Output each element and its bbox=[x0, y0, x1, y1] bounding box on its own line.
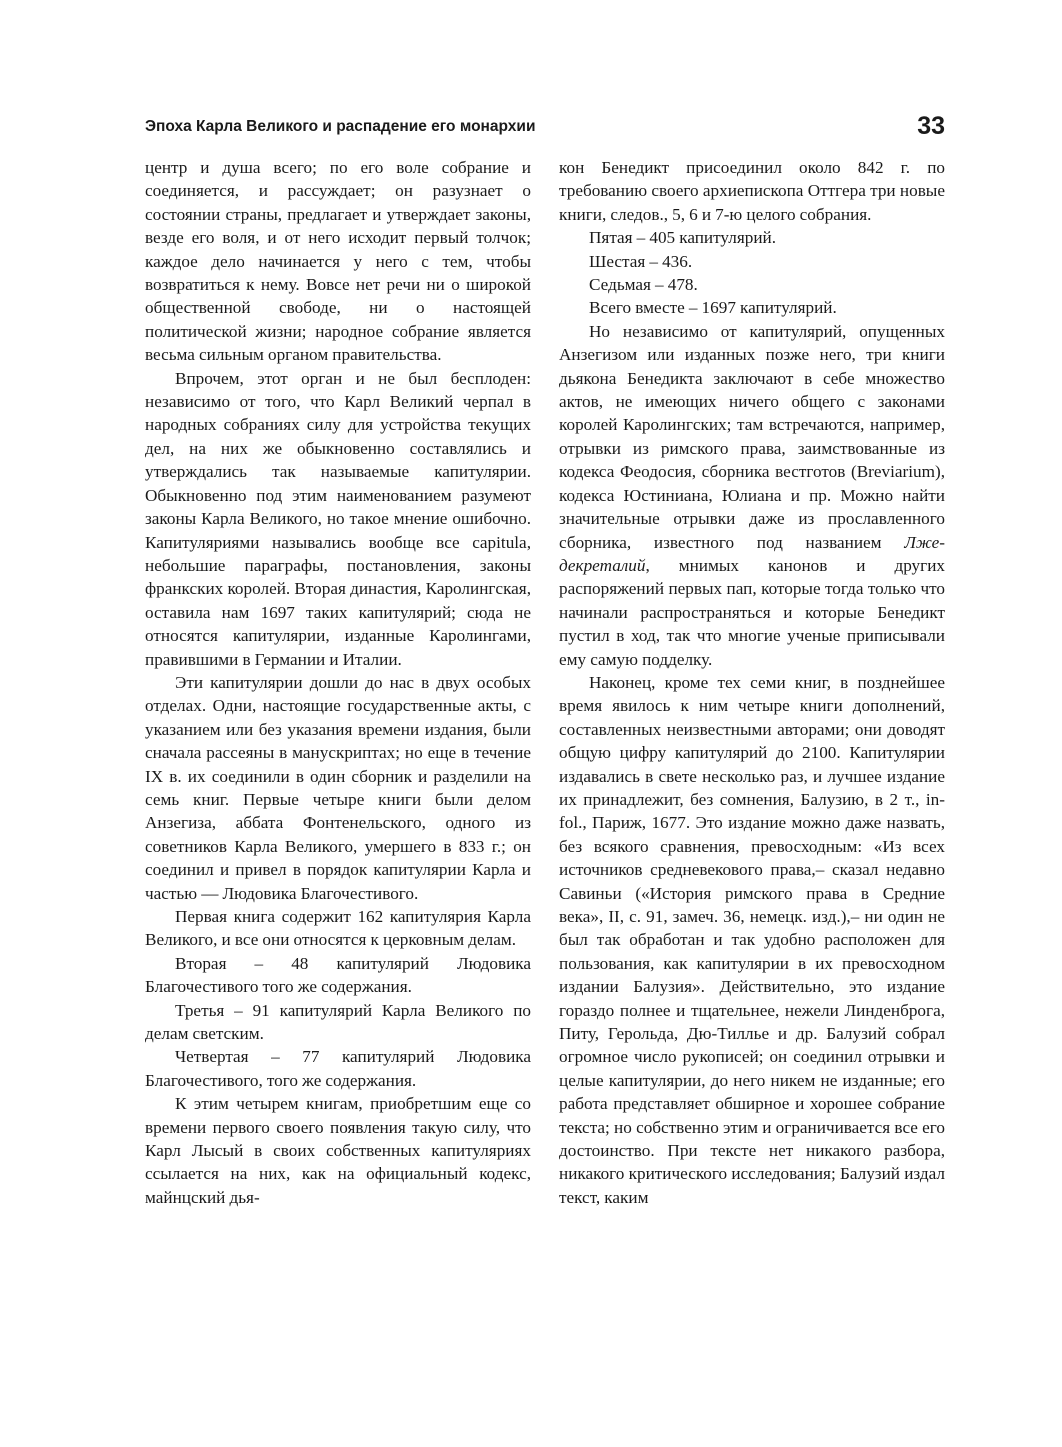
paragraph: центр и душа всего; по его воле собрание и соединяется, и рассуждает; он разузнает о состоянии страны, предлагает и утверждает законы, везде его воля, и от него исходит первый толчок; каждое дело начинается у него с тем, чтобы возвратиться к нему. Вовсе нет речи ни о широкой общественной свободе, ни о настоящей политической жизни; народное собрание является весьма сильным органом правительства. bbox=[145, 158, 531, 365]
running-title: Эпоха Карла Великого и распадение его монархии bbox=[145, 118, 536, 135]
page-number: 33 bbox=[917, 112, 945, 140]
text-run: , мнимых канонов и других распоряжений первых пап, которые тогда только что начинали распространяться и которые Бенедикт пустил в ход, так что многие ученые приписывали ему самую подделку. bbox=[559, 555, 945, 669]
page-header bbox=[145, 112, 945, 152]
paragraph: Первая книга содержит 162 капитулярия Карла Великого, и все они относятся к церковным делам. bbox=[145, 907, 531, 950]
paragraph: кон Бенедикт присоединил около 842 г. по требованию своего архиепископа Оттгера три новые книги, следов., 5, 6 и 7-ю целого собрания. bbox=[559, 158, 945, 224]
paragraph: Третья – 91 капитулярий Карла Великого по делам светским. bbox=[145, 1000, 531, 1044]
text-run: Но независимо от капитулярий, опущенных Анзегизом или изданных позже него, три книги дьякона Бенедикта заключают в себе множество актов, не имеющих ничего общего с законами королей Каролингских; там встречаются, например, отрывки из римского права, заимствованные из кодекса Феодосия, сборника вестготов (Breviarium), кодекса Юстиниана, Юлиана и пр. Можно найти значительные отрывки даже из прославленного сборника, известного под названием bbox=[559, 321, 945, 552]
paragraph: Пятая – 405 капитулярий. bbox=[589, 228, 777, 248]
paragraph: Шестая – 436. bbox=[589, 251, 693, 271]
paragraph: Всего вместе – 1697 капитулярий. bbox=[589, 298, 837, 318]
paragraph: Четвертая – 77 капитулярий Людовика Благочестивого, того же содержания. bbox=[145, 1047, 531, 1090]
left-column bbox=[145, 156, 531, 1209]
paragraph: Седьмая – 478. bbox=[589, 275, 698, 295]
paragraph bbox=[559, 320, 945, 671]
italic-term: Лже-декреталий bbox=[559, 532, 945, 575]
paragraph: К этим четырем книгам, приобретшим еще со времени первого своего появления такую силу, что Карл Лысый в своих собственных капитуляриях ссылается на них, как на официальный кодекс, майнцский дья- bbox=[145, 1094, 531, 1207]
paragraph: Наконец, кроме тех семи книг, в позднейшее время явилось к ним четыре книги дополнений, составленных неизвестными авторами; они доводят общую цифру капитулярий до 2100. Капитулярии издавались в свете несколько раз, и лучшее издание их принадлежит, без сомнения, Балузию, в 2 т., in-fol., Париж, 1677. Это издание можно даже назвать, без всякого сравнения, превосходным: «Из всех источников средневекового права,– сказал недавно Савиньи («История римского права в Средние века», II, с. 91, замеч. 36, немецк. изд.),– ни один не был так обработан и так удобно расположен для пользования, как капитулярии в их превосходном издании Балузия». Действительно, это издание гораздо полнее и тщательнее, нежели Линденброга, Питу, Герольда, Дю-Тиллье и др. Балузий собрал огромное число рукописей; он соединил отрывки и целые капитулярии, до него никем не изданные; его работа представляет обширное и хорошее собрание текста; но собственно этим и ограничивается все его достоинство. При тексте нет никакого разбора, никакого критического исследования; Балузий издал текст, каким bbox=[559, 672, 945, 1207]
paragraph: Эти капитулярии дошли до нас в двух особых отделах. Одни, настоящие государственные акты, с указанием или без указания времени издания, были сначала рассеяны в манускриптах; но еще в течение IX в. их соединили в один сборник и разделили на семь книг. Первые четыре книги были делом Анзегиза, аббата Фонтенельского, одного из советников Карла Великого, умершего в 833 г.; он соединил и привел в порядок капитулярии Карла и частью — Людовика Благочестивого. bbox=[145, 672, 531, 903]
right-column bbox=[559, 156, 945, 1209]
paragraph: Впрочем, этот орган и не был бесплоден: независимо от того, что Карл Великий черпал в народных собраниях силу для устройства текущих дел, на них же обыкновенно составлялись и утверждались так называемые капитулярии. Обыкновенно под этим наименованием разумеют законы Карла Великого, но такое мнение ошибочно. Капитуляриями назывались вообще все capitula, небольшие параграфы, постановления, законы франкских королей. Вторая династия, Каролингская, оставила нам 1697 таких капитулярий; сюда не относятся капитулярии, изданные Каролингами, правившими в Германии и Италии. bbox=[145, 368, 531, 669]
paragraph: Вторая – 48 капитулярий Людовика Благочестивого того же содержания. bbox=[145, 953, 531, 997]
